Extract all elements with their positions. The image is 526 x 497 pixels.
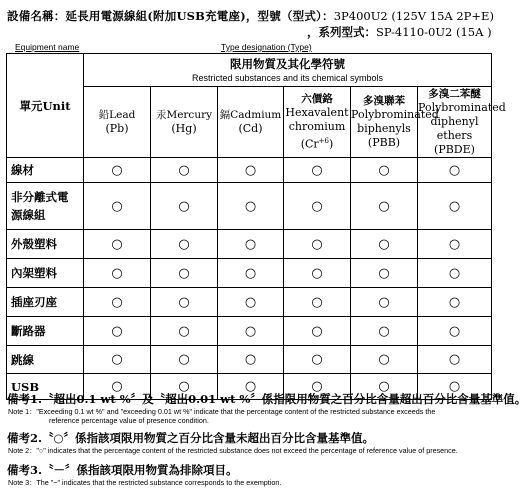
mark-cell: ○ — [218, 288, 284, 317]
mark-cell: ○ — [218, 346, 284, 374]
mark-cell: ○ — [284, 346, 351, 374]
substance-name-en-2: chromium — [288, 120, 346, 134]
mark-cell: ○ — [418, 230, 492, 259]
mark-cell: ○ — [84, 346, 151, 374]
mark-cell: ○ — [151, 259, 218, 288]
mark-cell: ○ — [151, 374, 218, 400]
equipment-name: 延長用電源線組(附加USB充電座) — [65, 9, 246, 23]
mark-cell: ○ — [418, 288, 492, 317]
mark-cell: ○ — [84, 259, 151, 288]
mark-cell: ○ — [218, 230, 284, 259]
substance-name-zh: 多溴聯苯 — [363, 95, 405, 107]
mark-cell: ○ — [84, 288, 151, 317]
mark-cell: ○ — [418, 183, 492, 230]
mark-cell: ○ — [218, 374, 284, 400]
substance-header-hexavalent-chromium — [284, 87, 351, 158]
table-row — [7, 317, 492, 346]
series-label: ，系列型式： — [307, 25, 376, 39]
mark-cell: ○ — [284, 288, 351, 317]
substance-name-zh: 六價鉻 — [301, 93, 333, 106]
restricted-substances-header — [84, 54, 492, 87]
model-value: 3P400U2 (125V 15A 2P+E) — [333, 9, 494, 23]
row-label: USB — [7, 374, 84, 400]
mark-cell: ○ — [84, 230, 151, 259]
substance-header-pbb — [351, 87, 439, 158]
substance-name-zh: 多溴二苯醚 — [428, 88, 481, 100]
unit-header: 單元Unit — [7, 54, 84, 158]
mark-cell: ○ — [351, 230, 418, 259]
note-2 — [7, 430, 491, 455]
substance-symbol: (Cd) — [238, 122, 263, 135]
row-label: 線材 — [7, 158, 84, 183]
substance-symbol: (Pb) — [105, 122, 129, 135]
mark-cell: ○ — [351, 158, 418, 183]
mark-cell: ○ — [351, 288, 418, 317]
header-line-1 — [7, 5, 494, 23]
mark-cell: ○ — [151, 346, 218, 374]
note-3 — [7, 462, 491, 487]
substance-name: 鉛Lead — [98, 109, 136, 121]
table-row — [7, 158, 492, 183]
note-2-zh: 備考2.〝○〞係指該項限用物質之百分比含量未超出百分比含量基準值。 — [7, 431, 375, 445]
row-label: 內架塑料 — [7, 259, 84, 288]
mark-cell: ○ — [351, 259, 418, 288]
equipment-label: 設備名稱： — [7, 9, 66, 23]
mark-cell: ○ — [151, 158, 218, 183]
substance-symbol: (PBDE) — [434, 143, 475, 156]
group-header-zh: 限用物質及其化學符號 — [230, 56, 345, 71]
substance-symbol: (PBB) — [367, 136, 401, 149]
mark-cell: ○ — [351, 183, 418, 230]
mark-cell: ○ — [151, 183, 218, 230]
substance-symbol: $(Cr^{+6})$ — [300, 137, 334, 151]
mark-cell: ○ — [218, 158, 284, 183]
row-label: 跳線 — [7, 346, 84, 374]
mark-cell: ○ — [151, 230, 218, 259]
mark-cell: ○ — [418, 158, 492, 183]
note-1-zh: 備考1.〝超出0.1 wt %〞及〝超出0.01 wt %〞係指限用物質之百分比含量超出百分比含量基準值。 — [7, 392, 526, 406]
mark-cell: ○ — [218, 259, 284, 288]
substance-name-en-2: diphenyl ethers — [430, 115, 479, 142]
mark-cell: ○ — [151, 288, 218, 317]
mark-cell: ○ — [151, 317, 218, 346]
substance-header-lead — [84, 87, 151, 158]
table-row — [7, 183, 492, 230]
mark-cell: ○ — [418, 374, 492, 400]
mark-cell: ○ — [351, 346, 418, 374]
equipment-name-en: Equipment name — [15, 42, 80, 52]
mark-cell: ○ — [351, 317, 418, 346]
mark-cell: ○ — [218, 183, 284, 230]
mark-cell: ○ — [418, 259, 492, 288]
row-label: 斷路器 — [7, 317, 84, 346]
header-line-2 — [307, 24, 493, 40]
type-designation-en: Type designation (Type) — [221, 42, 312, 52]
note-1-en-cont: reference percentage value of presence condition. — [49, 416, 209, 425]
substance-name: 鎘Cadmium — [219, 109, 282, 121]
mark-cell: ○ — [284, 183, 351, 230]
substance-header-cadmium — [218, 87, 284, 158]
mark-cell: ○ — [84, 158, 151, 183]
table-row — [7, 230, 492, 259]
note-1 — [7, 391, 526, 425]
mark-cell: ○ — [284, 259, 351, 288]
row-label: 外殼塑料 — [7, 230, 84, 259]
table-row — [7, 288, 492, 317]
table-row — [7, 346, 492, 374]
model-label: ，型號（型式）： — [245, 9, 334, 23]
mark-cell: ○ — [284, 317, 351, 346]
substance-name-en-1: Hexavalent — [285, 106, 349, 120]
substance-header-mercury — [151, 87, 218, 158]
mark-cell: ○ — [418, 346, 492, 374]
note-3-en: Note 3：The "−" indicates that the restricted substance corresponds to the exemption. — [8, 478, 282, 487]
mark-cell: ○ — [84, 374, 151, 400]
mark-cell: ○ — [351, 374, 418, 400]
substance-symbol: (Hg) — [171, 122, 197, 135]
restricted-substances-table — [6, 53, 506, 400]
substance-name: 汞Mercury — [155, 109, 213, 121]
note-1-en: Note 1："Exceeding 0.1 wt %" and "exceeding 0.01 wt %" indicate that the percentage content of the restricted substance exceeds the — [8, 407, 436, 416]
substance-name-en-1: Polybrominated — [418, 101, 506, 114]
substance-name-en-2: biphenyls — [357, 122, 411, 135]
row-label: 非分離式電 源線組 — [7, 183, 84, 230]
mark-cell: ○ — [418, 317, 492, 346]
mark-cell: ○ — [218, 317, 284, 346]
substance-name-en-1: Polybrominated — [351, 108, 439, 121]
series-value: SP-4110-0U2 (15A ) — [376, 25, 492, 39]
note-3-zh: 備考3.〝－〞係指該項限用物質為排除項目。 — [7, 463, 238, 477]
mark-cell: ○ — [84, 317, 151, 346]
mark-cell: ○ — [284, 230, 351, 259]
note-2-en: Note 2："○" indicates that the percentage content of the restricted substance does not exceed the percentage of reference value of presence. — [8, 446, 458, 455]
mark-cell: ○ — [84, 183, 151, 230]
row-label: 插座刃座 — [7, 288, 84, 317]
group-header-en: Restricted substances and its chemical symbols — [191, 72, 384, 83]
mark-cell: ○ — [284, 374, 351, 400]
mark-cell: ○ — [284, 158, 351, 183]
substance-header-pbde — [418, 87, 506, 158]
table-row — [7, 259, 492, 288]
